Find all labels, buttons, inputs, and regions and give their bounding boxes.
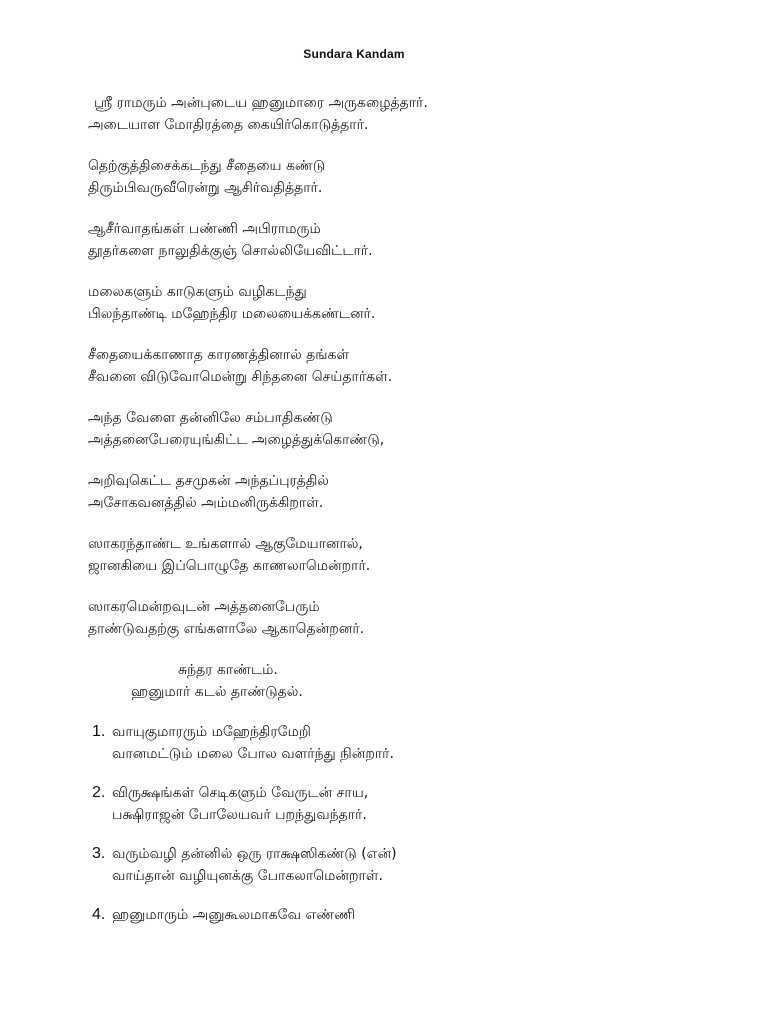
- stanza-7: [88, 470, 329, 514]
- verse-line: விருக்ஷங்கள் செடிகளும் வேருடன் சாய,: [112, 785, 369, 801]
- stanza-line: திரும்பிவருவீரென்று ஆசிர்வதித்தார்.: [88, 180, 323, 196]
- stanza-3: [88, 218, 373, 262]
- verse-line: ஹனுமாரும் அனுகூலமாகவே எண்ணி: [112, 907, 356, 923]
- verse-number: 3.: [92, 845, 106, 862]
- stanza-line: மலைகளும் காடுகளும் வழிகடந்து: [88, 284, 307, 300]
- stanza-line: பிலந்தாண்டி மஹேந்திர மலையைக்கண்டனர்.: [88, 306, 376, 322]
- stanza-line: தாண்டுவதற்கு எங்களாலே ஆகாதென்றனர்.: [88, 621, 365, 637]
- verse-number: 2.: [92, 784, 106, 801]
- stanza-line: அத்தனைபேரையுங்கிட்ட அழைத்துக்கொண்டு,: [88, 432, 385, 448]
- stanza-line: அடையாள மோதிரத்தை கையிர்கொடுத்தார்.: [88, 117, 369, 133]
- verse-2: [92, 782, 368, 826]
- stanza-line: தெற்குத்திசைக்கடந்து சீதையை கண்டு: [88, 158, 326, 174]
- stanza-line: ஸாகரந்தாண்ட உங்களால் ஆகுமேயானால்,: [88, 536, 363, 552]
- stanza-line: ஸ்ரீ ராமரும் அன்புடைய ஹனுமாரை அருகழைத்தார்.: [94, 95, 428, 111]
- stanza-line: ஆசீர்வாதங்கள் பண்ணி அபிராமரும்: [88, 221, 321, 237]
- stanza-line: ஸாகரமென்றவுடன் அத்தனைபேரும்: [88, 599, 320, 615]
- verse-line: வாயுகுமாரரும் மஹேந்திரமேறி: [112, 724, 311, 740]
- stanza-4: [88, 281, 375, 325]
- stanza-line: சீவனை விடுவோமென்று சிந்தனை செய்தார்கள்.: [88, 369, 393, 385]
- stanza-line: சீதையைக்காணாத காரணத்தினால் தங்கள்: [88, 347, 350, 363]
- verse-number: 4.: [92, 906, 106, 923]
- stanza-5: [88, 344, 392, 388]
- stanza-line: தூதர்களை நாலுதிக்குஞ் சொல்லியேவிட்டார்.: [88, 243, 373, 259]
- stanza-1: [88, 92, 428, 136]
- verse-line: வாய்தான் வழியுனக்கு போகலாமென்றாள்.: [112, 868, 383, 884]
- stanza-9: [88, 596, 364, 640]
- verse-line: பக்ஷிராஜன் போலேயவர் பறந்துவந்தார்.: [112, 807, 367, 823]
- stanza-line: அந்த வேளை தன்னிலே சம்பாதிகண்டு: [88, 410, 333, 426]
- verse-4: [92, 904, 355, 926]
- verse-1: [92, 721, 394, 765]
- stanza-line: ஜானகியை இப்பொழுதே காணலாமென்றார்.: [88, 558, 371, 574]
- verse-3: [92, 843, 397, 887]
- stanza-6: [88, 407, 384, 451]
- verse-line: வரும்வழி தன்னில் ஒரு ராக்ஷஸிகண்டு (என்): [112, 846, 397, 862]
- verse-line: வானமட்டும் மலை போல வளர்ந்து நின்றார்.: [112, 746, 394, 762]
- stanza-2: [88, 155, 325, 199]
- section-subheading: ஹனுமார் கடல் தாண்டுதல்.: [131, 684, 303, 700]
- stanza-8: [88, 533, 370, 577]
- verse-number: 1.: [92, 723, 106, 740]
- stanza-line: அறிவுகெட்ட தசமுகன் அந்தப்புரத்தில்: [88, 473, 329, 489]
- document-title: Sundara Kandam: [303, 47, 405, 61]
- stanza-line: அசோகவனத்தில் அம்மனிருக்கிறாள்.: [88, 495, 324, 511]
- section-heading: சுந்தர காண்டம்.: [178, 662, 278, 678]
